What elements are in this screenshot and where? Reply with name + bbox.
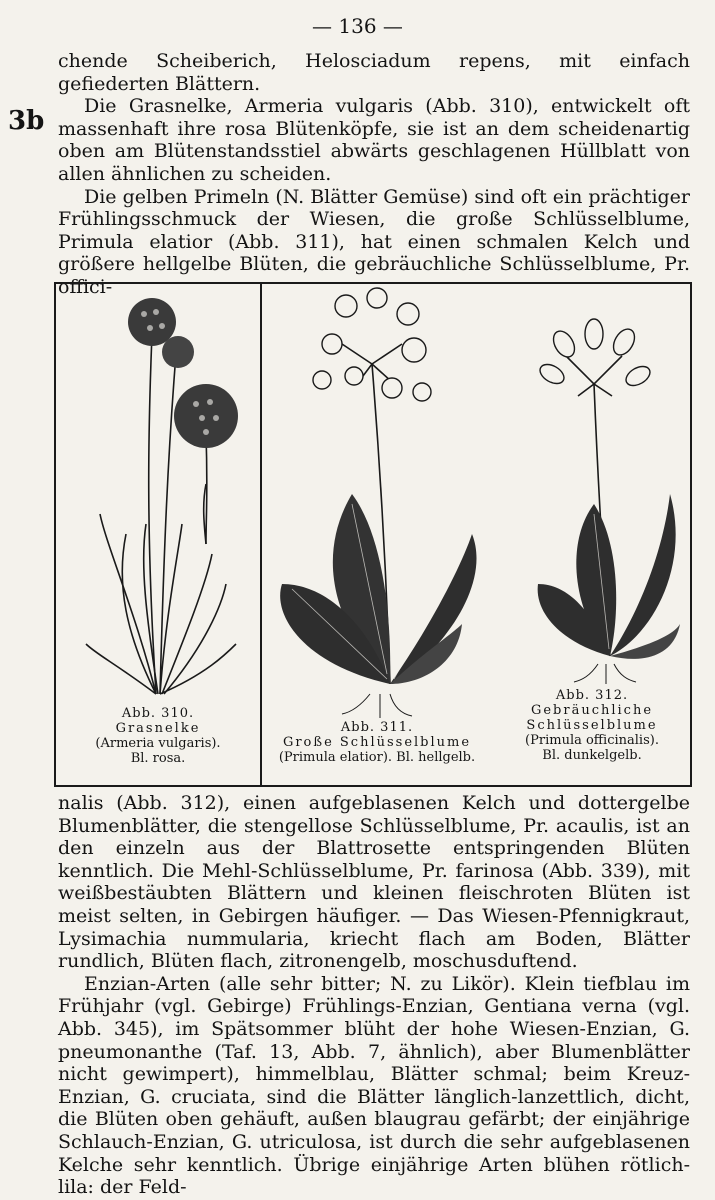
- figure-latin: (Armeria vulgaris).: [95, 736, 221, 751]
- top-text-block: [58, 50, 690, 299]
- margin-section-tag: 3b: [8, 106, 45, 136]
- figure-caption-310: [56, 706, 260, 766]
- figure-primula-elatior: [262, 284, 492, 785]
- paragraph: Die Grasnelke, Armeria vulgaris (Abb. 310), entwickelt oft massenhaft ihre rosa Blütenköpfe, sie ist an dem scheidenartig oben am Blütenstandsstiel abwärts geschlagenen Hüllblatt von allen ähnlichen zu scheiden.: [58, 95, 690, 185]
- figure-color: Bl. dunkelgelb.: [542, 748, 642, 763]
- figure-latin: (Primula elatior). Bl. hellgelb.: [278, 750, 476, 765]
- figure-name: Große Schlüsselblume: [282, 735, 472, 750]
- figure-caption-311: [262, 720, 492, 765]
- paragraph: nalis (Abb. 312), einen aufgeblasenen Kelch und dottergelbe Blumenblätter, die stengellose Schlüsselblume, Pr. acaulis, ist an den einzeln aus der Blattrosette entspringenden Blüten kenntlich. Die Mehl-Schlüsselblume, Pr. farinosa (Abb. 339), mit weißbestäubten Blättern und kleinen fleischroten Blüten ist meist selten, in Gebirgen häufiger. — Das Wiesen-Pfennigkraut, Lysimachia nummularia, kriecht flach am Boden, Blätter rundlich, Blüten flach, zitronengelb, moschusduftend.: [58, 792, 690, 973]
- figure-caption-312: [494, 688, 690, 763]
- paragraph: chende Scheiberich, Helosciadum repens, mit einfach gefiederten Blättern.: [58, 50, 690, 95]
- paragraph: Die gelben Primeln (N. Blätter Gemüse) sind oft ein prächtiger Frühlingsschmuck der Wiesen, die große Schlüsselblume, Primula elatior (Abb. 311), hat einen schmalen Kelch und größere hellgelbe Blüten, die gebräuchliche Schlüsselblume, Pr. offici-: [58, 185, 691, 298]
- page-number: — 136 —: [312, 14, 403, 38]
- figure-name: Grasnelke: [115, 721, 201, 736]
- paragraph: Enzian-Arten (alle sehr bitter; N. zu Likör). Klein tiefblau im Frühjahr (vgl. Gebirge) Frühlings-Enzian, Gentiana verna (vgl. Abb. 345), im Spätsommer blüht der hohe Wiesen-Enzian, G. pneumonanthe (Taf. 13, Abb. 7, ähnlich), aber Blumenblätter nicht gewimpert), himmelblau, Blätter schmal; beim Kreuz-Enzian, G. cruciata, sind die Blätter länglich-lanzettlich, dicht, die Blüten oben gehäuft, außen blaugrau gefärbt; der einjährige Schlauch-Enzian, G. utriculosa, ist durch die sehr aufgeblasenen Kelche sehr kenntlich. Übrige einjährige Arten blühen rötlich-lila: der Feld-: [58, 972, 690, 1199]
- figure-plate: [54, 282, 692, 787]
- figure-latin: (Primula officinalis).: [525, 733, 659, 748]
- figure-number: Abb. 311.: [340, 720, 414, 735]
- primula-elatior-illustration: [262, 284, 492, 789]
- figure-primula-officinalis: [494, 284, 690, 785]
- figure-color: Bl. rosa.: [130, 751, 186, 766]
- bottom-text-block: [58, 792, 690, 1199]
- figure-number: Abb. 310.: [121, 706, 195, 721]
- figure-number: Abb. 312.: [555, 688, 629, 703]
- figure-name: Gebräuchliche Schlüsselblume: [526, 703, 658, 733]
- figure-armeria: [56, 284, 260, 785]
